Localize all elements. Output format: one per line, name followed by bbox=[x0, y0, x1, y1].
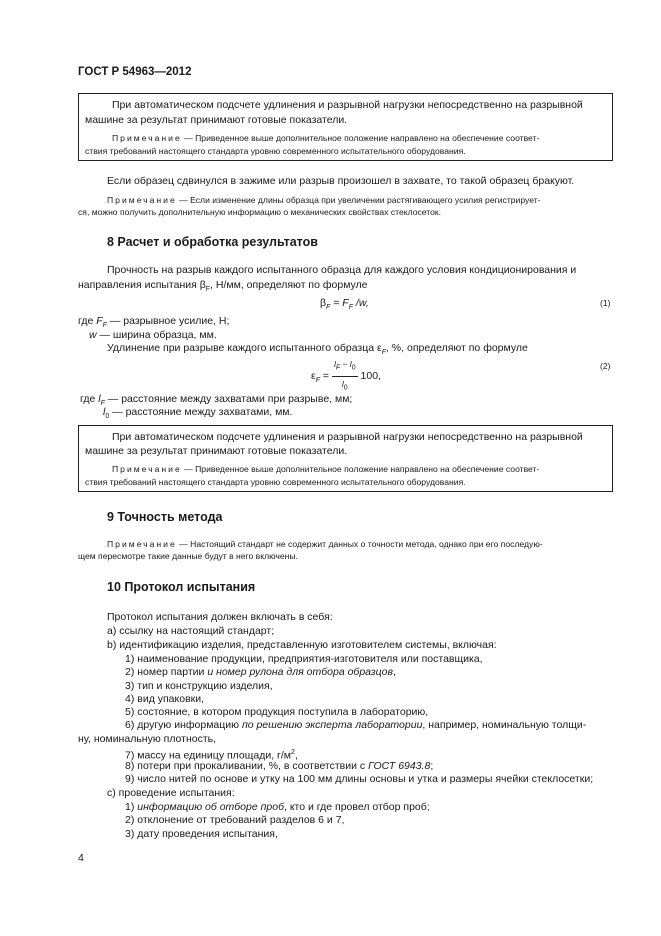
section10-heading: 10 Протокол испытания bbox=[107, 580, 256, 594]
list-item-a: a) ссылку на настоящий стандарт; bbox=[107, 625, 275, 637]
page-number: 4 bbox=[78, 852, 84, 864]
list-item-c2: 2) отклонение от требований разделов 6 и 7, bbox=[125, 814, 345, 826]
where-line-4: $l_0$ — расстояние между захватами, мм. bbox=[103, 406, 293, 421]
section9-note-line1: Примечание — Настоящий стандарт не содержит данных о точности метода, однако при его последую- bbox=[107, 539, 543, 549]
box1-note-line1: Примечание — Приведенное выше дополнительное положение направлено на обеспечение соответ- bbox=[112, 133, 540, 143]
list-item-b3: 3) тип и конструкцию изделия, bbox=[125, 680, 273, 692]
list-item-b6-cont: ну, номинальную плотность, bbox=[78, 733, 217, 745]
note-box-1 bbox=[78, 93, 613, 161]
section10-intro: Протокол испытания должен включать в себя: bbox=[107, 611, 333, 623]
section9-note-line2: щем пересмотре такие данные будут в него включены. bbox=[78, 551, 298, 561]
list-item-b: b) идентификацию изделия, представленную изготовителем системы, включая: bbox=[107, 639, 497, 651]
list-item-b4: 4) вид упаковки, bbox=[125, 693, 205, 705]
list-item-b2: 2) номер партии и номер рулона для отбора образцов, bbox=[125, 666, 396, 678]
where-line-2: w — ширина образца, мм. bbox=[89, 329, 217, 341]
note-box-2 bbox=[78, 425, 613, 492]
box1-text-line2: машине за результат принимают готовые показатели. bbox=[85, 114, 348, 126]
list-item-c3: 3) дату проведения испытания, bbox=[125, 828, 278, 840]
formula-2-number: (2) bbox=[600, 361, 611, 371]
list-item-b1: 1) наименование продукции, предприятия-изготовителя или поставщика, bbox=[125, 653, 483, 665]
box2-text-line1: При автоматическом подсчете удлинения и разрывной нагрузки непосредственно на разрывной bbox=[112, 431, 583, 443]
where-line-1: где $F_F$ — разрывное усилие, Н; bbox=[78, 315, 230, 330]
document-header: ГОСТ Р 54963—2012 bbox=[78, 66, 192, 78]
formula-1: $\beta_F = F_F$ /w, bbox=[320, 297, 369, 312]
list-item-c: c) проведение испытания: bbox=[107, 787, 235, 799]
paragraph-shift: Если образец сдвинулся в зажиме или разрыв произошел в захвате, то такой образец бракуют. bbox=[107, 175, 575, 187]
box2-text-line2: машине за результат принимают готовые показатели. bbox=[85, 445, 348, 457]
formula-2: $\varepsilon_F$ = $\frac{l_F - l_0}{l_0}$ 100, bbox=[311, 359, 381, 392]
list-item-b9: 9) число нитей по основе и утку на 100 мм длины основы и утка и размеры ячейки стеклосетки; bbox=[125, 773, 594, 785]
box1-note-line2: ствия требований настоящего стандарта уровню современного испытательного оборудования. bbox=[85, 146, 466, 156]
box2-note-line1: Примечание — Приведенное выше дополнительное положение направлено на обеспечение соответ- bbox=[112, 464, 540, 474]
section8-p1-line2: направления испытания $\beta_F$, Н/мм, определяют по формуле bbox=[78, 279, 368, 294]
list-item-b6: 6) другую информацию по решению эксперта лаборатории, например, номинальную толщи- bbox=[125, 719, 587, 731]
list-item-c1: 1) информацию об отборе проб, кто и где провел отбор проб; bbox=[125, 801, 430, 813]
where-line-3: где $l_F$ — расстояние между захватами при разрыве, мм; bbox=[80, 393, 353, 408]
formula-1-number: (1) bbox=[600, 298, 611, 308]
section8-p1-line1: Прочность на разрыв каждого испытанного образца для каждого условия кондиционирования и bbox=[107, 264, 577, 276]
section8-heading: 8 Расчет и обработка результатов bbox=[107, 235, 318, 249]
note-length-line1: Примечание — Если изменение длины образца при увеличении растягивающего усилия регистрирует- bbox=[107, 195, 541, 205]
list-item-b7: 7) массу на единицу площади, $г/м^2$, bbox=[125, 749, 298, 762]
section9-heading: 9 Точность метода bbox=[107, 510, 223, 524]
list-item-b5: 5) состояние, в котором продукция поступила в лабораторию, bbox=[125, 706, 429, 718]
section8-p2: Удлинение при разрыве каждого испытанного образца $\varepsilon_F$, %, определяют по формуле bbox=[107, 342, 528, 357]
box1-text-line1: При автоматическом подсчете удлинения и разрывной нагрузки непосредственно на разрывной bbox=[112, 99, 583, 111]
list-item-b8: 8) потери при прокаливании, %, в соответствии с ГОСТ 6943.8; bbox=[125, 760, 434, 772]
box2-note-line2: ствия требований настоящего стандарта уровню современного испытательного оборудования. bbox=[85, 477, 466, 487]
note-length-line2: ся, можно получить дополнительную информацию о механических свойствах стеклосеток. bbox=[78, 207, 442, 217]
